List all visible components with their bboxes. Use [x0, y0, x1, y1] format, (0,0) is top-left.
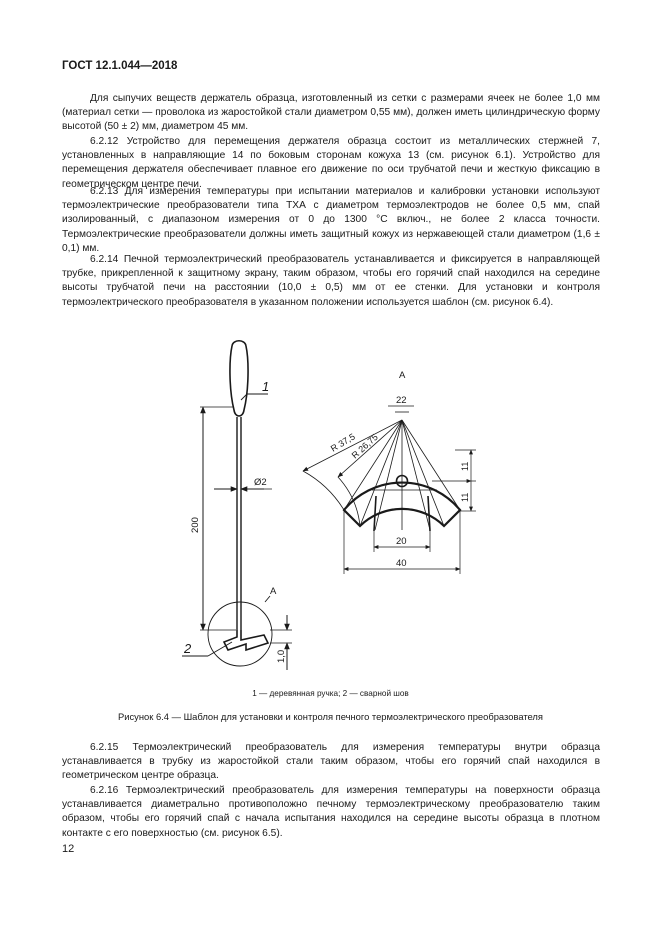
callout-1: 1 — [262, 379, 270, 394]
paragraph-6-2-15 — [62, 741, 600, 784]
paragraph-text: 6.2.15 Термоэлектрический преобразователь для измерения температуры внутри образца устанавливается в трубку из жаростойкой стали таким образом, чтобы его горячий спай находился в геометрическом центре образца. — [62, 742, 600, 782]
paragraph-6-2-13 — [62, 185, 600, 256]
paragraph-text: 6.2.14 Печной термоэлектрический преобразователь устанавливается и фиксируется в направляющей трубке, прикрепленной к защитному экрану, таким образом, чтобы его горячий спай находился на середине высоты трубчатой печи на расстоянии (10,0 ± 0,5) мм от ее стенки. Для установки и контроля термоэлектрического преобразователя в указанном положении используется шаблон (см. рисунок 6.4). — [62, 254, 600, 308]
detail-circle — [208, 602, 272, 666]
dimension-11-bottom: 11 — [460, 492, 470, 502]
view-label-a: А — [399, 370, 406, 381]
dimension-1-0: 1,0 — [276, 649, 287, 663]
paragraph-text: 6.2.12 Устройство для перемещения держателя образца состоит из металлических стержней 7, установленных в направляющие 14 по боковым сторонам кожуха 13 (см. рисунок 6.1). Устройство для перемещения держателя обеспечивает плавное его движение по оси трубчатой печи и жесткую фиксацию в геометрическом центре печи. — [62, 136, 600, 190]
paragraph-6-2-14 — [62, 253, 600, 310]
figure-caption: Рисунок 6.4 — Шаблон для установки и контроля печного термоэлектрического преобразователя — [118, 711, 543, 722]
paragraph-text: Для сыпучих веществ держатель образца, изготовленный из сетки с размерами ячеек не более 1,0 мм (материал сетки — проволока из жаростойкой стали диаметром 0,55 мм), должен иметь цилиндрическую форму высотой (50 ± 2) мм, диаметром 45 мм. — [62, 93, 600, 133]
figure-6-4-drawing — [0, 330, 661, 700]
detail-ref-a: А — [270, 586, 277, 597]
paragraph-text: 6.2.16 Термоэлектрический преобразователь для измерения температуры на поверхности образца устанавливается диаметрально противоположно печному термоэлектрическому преобразователю таким образом, чтобы его горячий спай с начала испытания находился на середине высоты образца в плотном контакте с его поверхностью (см. рисунок 6.5). — [62, 785, 600, 839]
dimension-d2: Ø2 — [254, 477, 267, 488]
paragraph-6-2-12 — [62, 135, 600, 192]
dimension-r26-75: R 26,75 — [349, 431, 380, 461]
figure-legend: 1 — деревянная ручка; 2 — сварной шов — [252, 689, 409, 698]
paragraph-bulk-holder — [62, 92, 600, 135]
paragraph-text: 6.2.13 Для измерения температуры при испытании материалов и калибровки установки используют термоэлектрические преобразователи типа ТХА с диаметром термоэлектродов не более 0,5 мм, спай изолированный, с диапазоном измерения от 0 до 1300 °С включ., не более 2 класса точности. Термоэлектрические преобразователи должны иметь защитный кожух из нержавеющей стали диаметром (1,6 ± 0,1) мм. — [62, 186, 600, 254]
radius-26-75-line — [338, 420, 402, 477]
dimension-20: 20 — [396, 536, 407, 547]
document-header: ГОСТ 12.1.044—2018 — [62, 60, 178, 72]
callout-2: 2 — [184, 641, 192, 656]
page-number: 12 — [62, 843, 75, 855]
dimension-22: 22 — [396, 395, 407, 406]
dimension-r37-5: R 37,5 — [328, 431, 357, 454]
paragraph-6-2-16 — [62, 784, 600, 841]
wooden-handle — [230, 341, 248, 416]
dimension-200: 200 — [190, 517, 201, 533]
radius-37-5-line — [303, 420, 402, 471]
dimension-11-top: 11 — [460, 461, 470, 471]
template-tip — [224, 630, 268, 650]
dimension-40: 40 — [396, 558, 407, 569]
